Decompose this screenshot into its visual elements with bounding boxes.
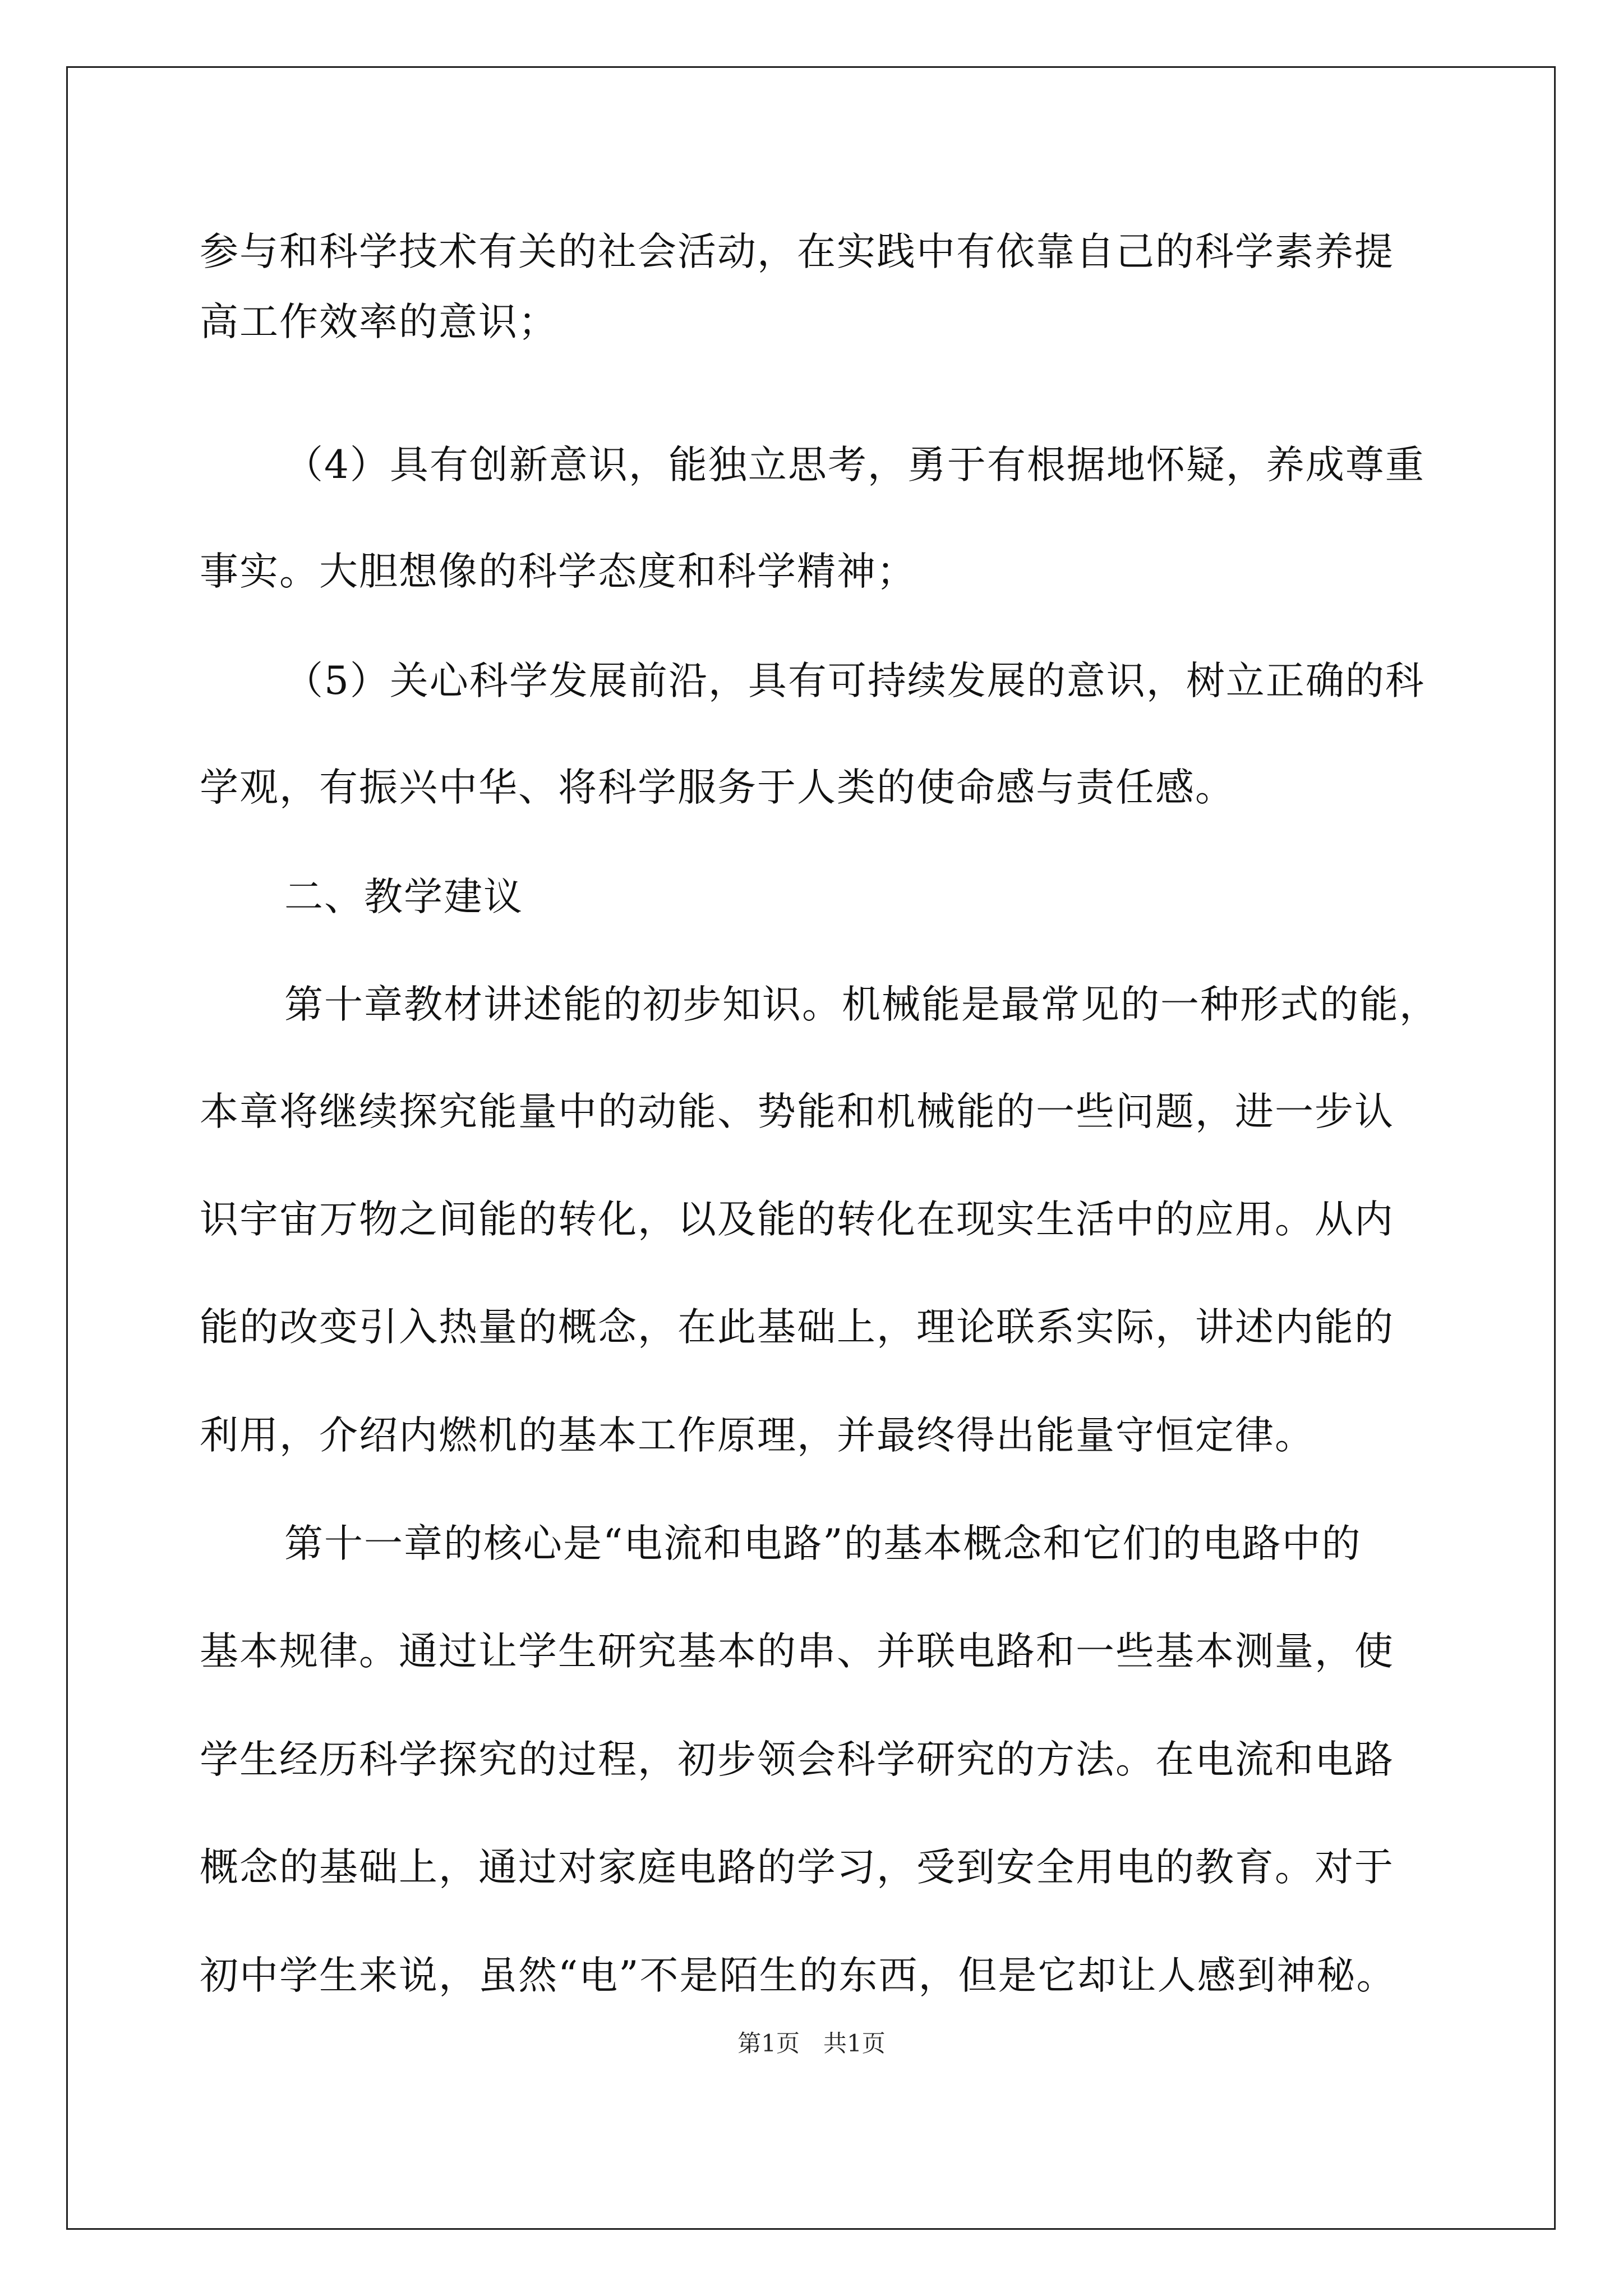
section-heading: 二、教学建议 [284, 875, 523, 919]
text-line: （5）关心科学发展前沿，具有可持续发展的意识，树立正确的科 [284, 659, 1425, 703]
text-line: 能的改变引入热量的概念，在此基础上，理论联系实际，讲述内能的 [200, 1305, 1394, 1350]
text-line: 学观，有振兴中华、将科学服务于人类的使命感与责任感。 [200, 765, 1235, 810]
text-line: （4）具有创新意识，能独立思考，勇于有根据地怀疑，养成尊重 [284, 443, 1425, 487]
text-line: 第十一章的核心是“电流和电路”的基本概念和它们的电路中的 [284, 1521, 1362, 1566]
page-number-footer: 第1页 共1页 [737, 2030, 886, 2057]
text-line: 本章将继续探究能量中的动能、势能和机械能的一些问题，进一步认 [200, 1089, 1394, 1134]
text-line: 第十章教材讲述能的初步知识。机械能是最常见的一种形式的能， [284, 982, 1439, 1027]
text-line: 高工作效率的意识； [200, 300, 558, 344]
text-line: 参与和科学技术有关的社会活动，在实践中有依靠自己的科学素养提 [200, 229, 1394, 274]
text-line: 事实。大胆想像的科学态度和科学精神； [200, 549, 916, 594]
text-line: 利用，介绍内燃机的基本工作原理，并最终得出能量守恒定律。 [200, 1413, 1315, 1458]
page-border [66, 66, 1556, 2230]
text-line: 基本规律。通过让学生研究基本的串、并联电路和一些基本测量，使 [200, 1629, 1394, 1674]
text-line: 识宇宙万物之间能的转化，以及能的转化在现实生活中的应用。从内 [200, 1197, 1394, 1242]
text-line: 学生经历科学探究的过程，初步领会科学研究的方法。在电流和电路 [200, 1737, 1394, 1782]
text-line: 初中学生来说，虽然“电”不是陌生的东西，但是它却让人感到神秘。 [200, 1953, 1396, 1998]
text-line: 概念的基础上，通过对家庭电路的学习，受到安全用电的教育。对于 [200, 1845, 1394, 1890]
